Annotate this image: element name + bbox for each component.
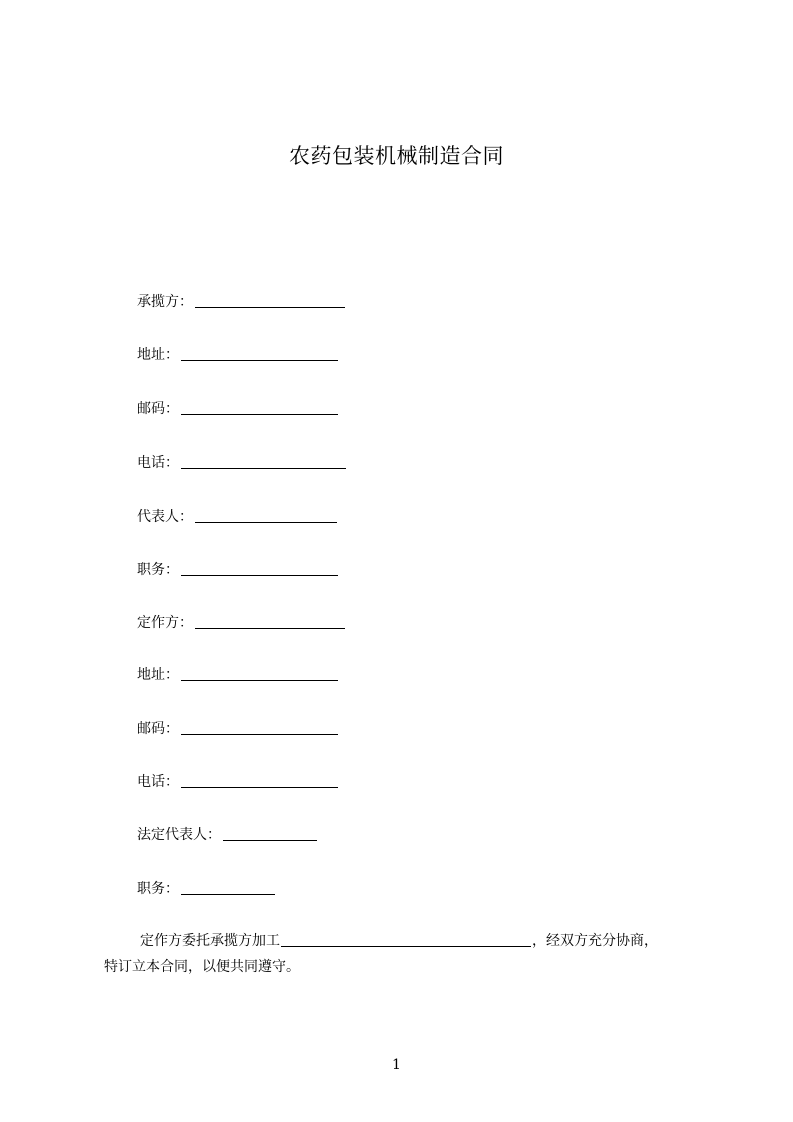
client-position-blank [181,878,275,895]
client-postcode-field [137,716,338,738]
contractor-address-label: 地址： [137,347,179,363]
contractor-address-field [137,342,338,364]
contractor-phone-blank [181,452,346,469]
contractor-phone-label: 电话： [137,455,179,471]
client-position-field [137,876,275,898]
contractor-representative-field [137,504,337,526]
contractor-party-label: 承揽方： [137,294,193,310]
intro-product-blank [281,930,531,947]
intro-text-part2: ，经双方充分协商， [532,933,658,949]
client-legal-rep-field [137,822,317,844]
contractor-address-blank [181,344,338,361]
contractor-representative-blank [195,506,337,523]
contractor-party-field [137,289,345,311]
client-party-blank [195,612,345,629]
intro-line-1 [104,928,704,954]
document-title: 农药包装机械制造合同 [289,144,504,168]
client-legal-rep-blank [223,824,317,841]
contractor-position-label: 职务： [137,562,179,578]
contractor-postcode-field [137,396,338,418]
client-address-label: 地址： [137,667,179,683]
client-legal-rep-label: 法定代表人： [137,827,221,843]
client-position-label: 职务： [137,881,179,897]
client-party-label: 定作方： [137,615,193,631]
client-party-field [137,610,345,632]
contractor-postcode-blank [181,398,338,415]
intro-paragraph [104,928,704,980]
intro-text-part1: 定作方委托承揽方加工 [140,933,280,949]
contractor-phone-field [137,450,346,472]
page-number: 1 [392,1057,401,1073]
client-phone-field [137,769,338,791]
client-address-field [137,662,338,684]
client-phone-label: 电话： [137,774,179,790]
client-postcode-label: 邮码： [137,721,179,737]
client-phone-blank [181,771,338,788]
client-postcode-blank [181,718,338,735]
intro-line-2: 特订立本合同，以便共同遵守。 [104,959,300,975]
contractor-postcode-label: 邮码： [137,401,179,417]
contractor-representative-label: 代表人： [137,509,193,525]
client-address-blank [181,664,338,681]
contractor-position-blank [181,559,338,576]
contractor-party-blank [195,291,345,308]
contractor-position-field [137,557,338,579]
